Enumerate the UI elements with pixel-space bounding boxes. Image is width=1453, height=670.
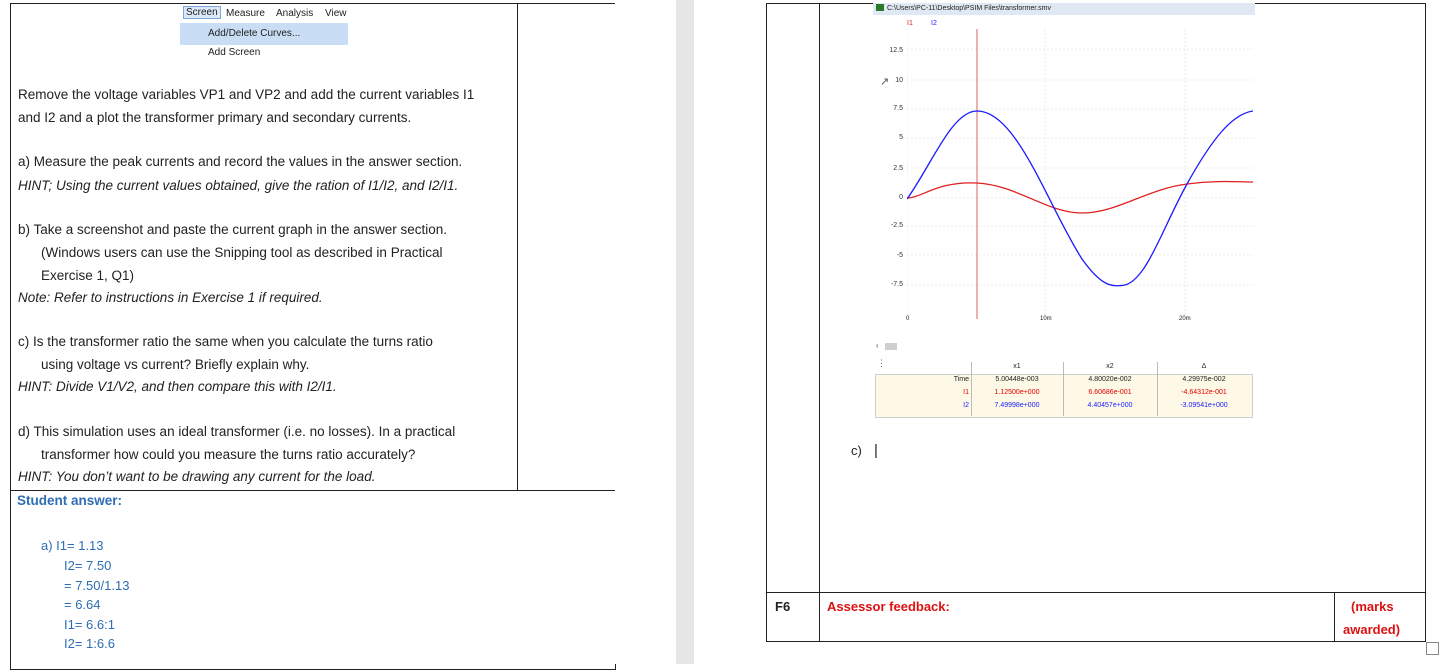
cell-i2-delta: -3.09541e+000 — [1180, 402, 1228, 409]
xtick-label: 0 — [906, 316, 910, 322]
ytick-label: 10 — [895, 77, 903, 84]
question-d-line-1: d) This simulation uses an ideal transformer (i.e. no losses). In a practical — [18, 424, 456, 439]
menu-measure[interactable]: Measure — [226, 8, 265, 19]
mouse-pointer-icon: ↗ — [880, 76, 890, 88]
row-label-time: Time — [953, 376, 969, 383]
answer-line-6: I2= 1:6.6 — [64, 636, 115, 651]
question-c-line-1: c) Is the transformer ratio the same when you calculate the turns ratio — [18, 334, 433, 349]
psim-menu-screenshot — [180, 5, 350, 61]
row-label-i2: I2 — [963, 402, 969, 409]
col-header-x1: x1 — [1013, 363, 1021, 370]
row-label-i1: I1 — [963, 389, 969, 396]
note-b: Note: Refer to instructions in Exercise 1 if required. — [18, 290, 323, 305]
ytick-label: 2.5 — [893, 165, 903, 172]
cursor-table-sep — [1157, 362, 1158, 416]
cell-i1-delta: -4.64312e-001 — [1181, 389, 1227, 396]
cell-i1-x1: 1.12500e+000 — [994, 389, 1040, 396]
ytick-label: 7.5 — [893, 105, 903, 112]
legend-i2: I2 — [931, 20, 937, 27]
question-c-line-2: using voltage vs current? Briefly explain why. — [41, 357, 310, 372]
psim-plot-window — [873, 3, 1255, 418]
cell-time-delta: 4.29975e-002 — [1182, 376, 1226, 383]
cursor-table-sep — [1063, 362, 1064, 416]
menu-view[interactable]: View — [325, 8, 347, 19]
answer-line-1: a) I1= 1.13 — [41, 538, 104, 553]
marks-awarded-line-2: awarded) — [1343, 622, 1401, 637]
question-b-line-3: Exercise 1, Q1) — [41, 268, 135, 283]
assessor-feedback-label: Assessor feedback: — [827, 599, 950, 614]
student-answer-heading: Student answer: — [17, 493, 123, 508]
marks-awarded-line-1: (marks — [1351, 599, 1394, 614]
i2-curve — [907, 111, 1253, 286]
hint-a: HINT; Using the current values obtained, give the ration of I1/I2, and I2/I1. — [18, 178, 459, 193]
cell-i2-x2: 4.40457e+000 — [1087, 402, 1133, 409]
intro-line-2: and I2 and a plot the transformer primary and secondary currents. — [18, 110, 412, 125]
ytick-label: 12.5 — [889, 47, 903, 54]
menu-analysis[interactable]: Analysis — [276, 8, 314, 19]
question-b-line-1: b) Take a screenshot and paste the current graph in the answer section. — [18, 222, 448, 237]
question-a: a) Measure the peak currents and record the values in the answer section. — [18, 154, 463, 169]
question-d-line-2: transformer how could you measure the turns ratio accurately? — [41, 447, 416, 462]
ytick-label: -5 — [896, 252, 903, 259]
scroll-left-icon[interactable]: ‹ — [876, 341, 879, 350]
question-b-line-2: (Windows users can use the Snipping tool as described in Practical — [41, 245, 443, 260]
xtick-label: 10m — [1040, 316, 1052, 322]
col-header-x2: x2 — [1106, 363, 1114, 370]
table-handle-icon[interactable]: ⋮ — [877, 358, 886, 368]
hint-d: HINT: You don’t want to be drawing any current for the load. — [18, 469, 376, 484]
plot-title-bar — [873, 3, 1255, 15]
cell-i2-x1: 7.49998e+000 — [994, 402, 1040, 409]
ytick-label: 5 — [899, 134, 903, 141]
cursor-table-sep — [971, 362, 972, 416]
app-icon — [876, 4, 884, 11]
menu-screen[interactable]: Screen — [183, 6, 221, 19]
menu-bar — [180, 5, 350, 23]
legend-i1: I1 — [907, 20, 913, 27]
hint-c: HINT: Divide V1/V2, and then compare this with I2/I1. — [18, 379, 337, 394]
ytick-label: 0 — [899, 194, 903, 201]
page-separator — [676, 0, 694, 664]
cell-time-x2: 4.80020e-002 — [1088, 376, 1132, 383]
cell-i1-x2: 6.60686e-001 — [1088, 389, 1132, 396]
menu-add-delete-curves[interactable]: Add/Delete Curves... — [208, 28, 301, 39]
xtick-label: 20m — [1179, 316, 1191, 322]
file-path: C:\Users\PC-11\Desktop\PSIM Files\transformer.smv — [887, 5, 1052, 12]
cell-time-x1: 5.00448e-003 — [995, 376, 1039, 383]
answer-c-label: c) — [851, 443, 862, 458]
table-resize-handle[interactable] — [1426, 642, 1439, 655]
text-cursor[interactable]: | — [874, 442, 878, 459]
scroll-thumb[interactable] — [885, 343, 897, 350]
cursor-marker-label: 1 — [981, 326, 985, 332]
plot-area — [907, 29, 1253, 319]
ytick-label: -2.5 — [890, 222, 903, 229]
right-label-cell — [766, 3, 820, 593]
answer-line-3: = 7.50/1.13 — [64, 578, 130, 593]
intro-line-1: Remove the voltage variables VP1 and VP2 and add the current variables I1 — [18, 87, 475, 102]
col-header-delta: Δ — [1201, 363, 1207, 370]
ytick-label: -7.5 — [890, 281, 903, 288]
grid — [907, 29, 1253, 319]
feedback-row-id: F6 — [775, 599, 791, 614]
menu-add-screen[interactable]: Add Screen — [208, 47, 261, 58]
cursor-table — [873, 358, 1255, 416]
answer-line-2: I2= 7.50 — [64, 558, 112, 573]
answer-line-5: I1= 6.6:1 — [64, 617, 115, 632]
answer-line-4: = 6.64 — [64, 597, 101, 612]
question-side-cell — [517, 3, 616, 491]
i1-curve — [907, 182, 1253, 214]
